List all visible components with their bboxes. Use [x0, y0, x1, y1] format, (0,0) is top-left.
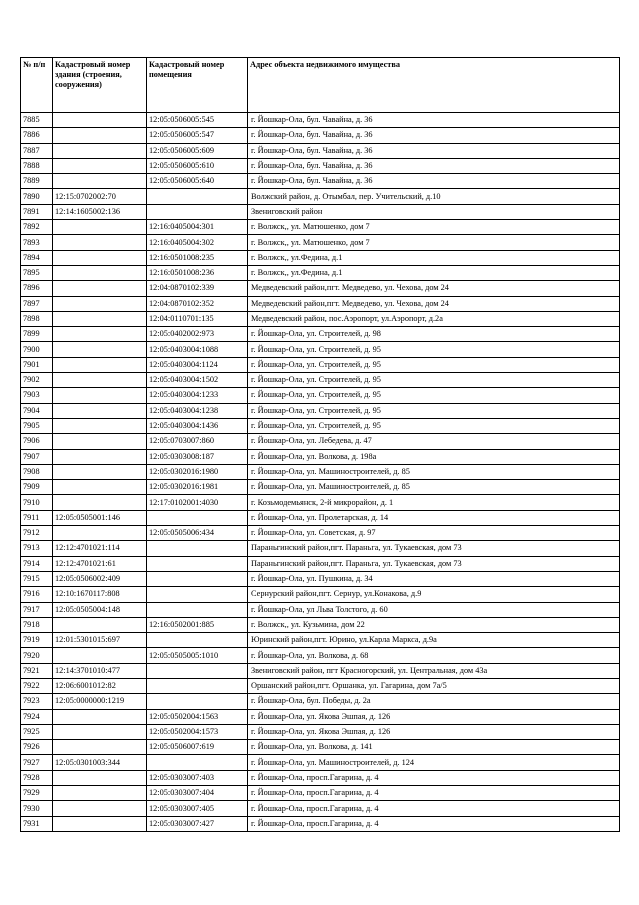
row-number: 7906 [21, 434, 53, 449]
row-number: 7920 [21, 648, 53, 663]
address: г. Йошкар-Ола, ул. Якова Эшпая, д. 126 [248, 709, 620, 724]
table-row [21, 786, 620, 801]
table-row [21, 403, 620, 418]
building-cadastral-number: 12:01:5301015:697 [53, 633, 147, 648]
premises-cadastral-number [147, 633, 248, 648]
premises-cadastral-number [147, 571, 248, 586]
building-cadastral-number [53, 770, 147, 785]
row-number: 7894 [21, 250, 53, 265]
premises-cadastral-number: 12:04:0870102:339 [147, 281, 248, 296]
address: г. Йошкар-Ола, бул. Чавайна, д. 36 [248, 174, 620, 189]
building-cadastral-number [53, 449, 147, 464]
row-number: 7895 [21, 265, 53, 280]
premises-cadastral-number: 12:05:0506005:609 [147, 143, 248, 158]
row-number: 7905 [21, 418, 53, 433]
address: г. Волжск,, ул.Федина, д.1 [248, 250, 620, 265]
header-number: № п/п [21, 58, 53, 113]
row-number: 7908 [21, 464, 53, 479]
premises-cadastral-number: 12:05:0403004:1238 [147, 403, 248, 418]
building-cadastral-number [53, 158, 147, 173]
table-row [21, 541, 620, 556]
building-cadastral-number: 12:06:6001012:82 [53, 678, 147, 693]
address: г. Волжск,, ул.Федина, д.1 [248, 265, 620, 280]
premises-cadastral-number: 12:05:0302016:1980 [147, 464, 248, 479]
row-number: 7891 [21, 204, 53, 219]
address: г. Волжск,, ул. Матюшенко, дом 7 [248, 235, 620, 250]
premises-cadastral-number: 12:05:0502004:1573 [147, 724, 248, 739]
building-cadastral-number [53, 801, 147, 816]
row-number: 7919 [21, 633, 53, 648]
table-row [21, 617, 620, 632]
row-number: 7916 [21, 587, 53, 602]
premises-cadastral-number: 12:16:0502001:885 [147, 617, 248, 632]
address: г. Йошкар-Ола, ул. Строителей, д. 95 [248, 403, 620, 418]
address: г. Йошкар-Ола, ул. Строителей, д. 95 [248, 418, 620, 433]
document-page [20, 57, 619, 832]
row-number: 7925 [21, 724, 53, 739]
row-number: 7903 [21, 388, 53, 403]
header-premises-cadastral: Кадастровый номер помещения [147, 58, 248, 113]
building-cadastral-number [53, 786, 147, 801]
address: Медведевский район,пгт. Медведево, ул. Чехова, дом 24 [248, 281, 620, 296]
address: г. Козьмодемьянск, 2-й микрорайон, д. 1 [248, 495, 620, 510]
building-cadastral-number [53, 311, 147, 326]
table-row [21, 724, 620, 739]
address: г. Йошкар-Ола, бул. Победы, д. 2а [248, 694, 620, 709]
premises-cadastral-number [147, 678, 248, 693]
table-row [21, 816, 620, 831]
building-cadastral-number [53, 113, 147, 128]
building-cadastral-number: 12:05:0301003:344 [53, 755, 147, 770]
premises-cadastral-number [147, 663, 248, 678]
address: г. Йошкар-Ола, ул. Пролетарская, д. 14 [248, 510, 620, 525]
table-row [21, 158, 620, 173]
table-row [21, 250, 620, 265]
building-cadastral-number [53, 480, 147, 495]
address: Волжский район, д. Отымбал, пер. Учительский, д.10 [248, 189, 620, 204]
building-cadastral-number [53, 526, 147, 541]
building-cadastral-number: 12:14:3701010:477 [53, 663, 147, 678]
address: г. Йошкар-Ола, бул. Чавайна, д. 36 [248, 113, 620, 128]
building-cadastral-number [53, 327, 147, 342]
building-cadastral-number: 12:14:1605002:136 [53, 204, 147, 219]
premises-cadastral-number: 12:05:0506007:619 [147, 740, 248, 755]
row-number: 7917 [21, 602, 53, 617]
address: г. Йошкар-Ола, ул. Строителей, д. 95 [248, 357, 620, 372]
address: Медведевский район,пгт. Медведево, ул. Чехова, дом 24 [248, 296, 620, 311]
row-number: 7898 [21, 311, 53, 326]
row-number: 7889 [21, 174, 53, 189]
table-row [21, 740, 620, 755]
address: г. Йошкар-Ола, ул. Волкова, д. 68 [248, 648, 620, 663]
premises-cadastral-number: 12:04:0870102:352 [147, 296, 248, 311]
row-number: 7892 [21, 220, 53, 235]
table-row [21, 388, 620, 403]
address: г. Волжск,, ул. Кузьмина, дом 22 [248, 617, 620, 632]
row-number: 7915 [21, 571, 53, 586]
premises-cadastral-number [147, 587, 248, 602]
address: Оршанский район,пгт. Оршанка, ул. Гагарина, дом 7а/5 [248, 678, 620, 693]
row-number: 7902 [21, 373, 53, 388]
premises-cadastral-number [147, 602, 248, 617]
table-row [21, 311, 620, 326]
row-number: 7890 [21, 189, 53, 204]
building-cadastral-number: 12:10:1670117:808 [53, 587, 147, 602]
row-number: 7923 [21, 694, 53, 709]
premises-cadastral-number [147, 541, 248, 556]
table-row [21, 418, 620, 433]
row-number: 7886 [21, 128, 53, 143]
table-row [21, 449, 620, 464]
table-row [21, 296, 620, 311]
premises-cadastral-number: 12:17:0102001:4030 [147, 495, 248, 510]
building-cadastral-number [53, 220, 147, 235]
premises-cadastral-number [147, 189, 248, 204]
premises-cadastral-number: 12:16:0501008:235 [147, 250, 248, 265]
premises-cadastral-number: 12:05:0403004:1502 [147, 373, 248, 388]
table-row [21, 281, 620, 296]
premises-cadastral-number: 12:04:0110701:135 [147, 311, 248, 326]
table-row [21, 770, 620, 785]
premises-cadastral-number: 12:16:0501008:236 [147, 265, 248, 280]
building-cadastral-number [53, 388, 147, 403]
address: Звениговский район [248, 204, 620, 219]
table-row [21, 342, 620, 357]
header-building-cadastral: Кадастровый номер здания (строения, сооружения) [53, 58, 147, 113]
premises-cadastral-number [147, 556, 248, 571]
building-cadastral-number: 12:15:0702002:70 [53, 189, 147, 204]
building-cadastral-number [53, 296, 147, 311]
premises-cadastral-number: 12:05:0502004:1563 [147, 709, 248, 724]
row-number: 7914 [21, 556, 53, 571]
header-row [21, 58, 620, 113]
building-cadastral-number [53, 648, 147, 663]
table-row [21, 526, 620, 541]
building-cadastral-number [53, 281, 147, 296]
address: г. Йошкар-Ола, ул. Волкова, д. 198а [248, 449, 620, 464]
table-row [21, 648, 620, 663]
premises-cadastral-number: 12:05:0506005:547 [147, 128, 248, 143]
building-cadastral-number [53, 724, 147, 739]
building-cadastral-number: 12:05:0506002:409 [53, 571, 147, 586]
building-cadastral-number [53, 740, 147, 755]
table-row [21, 189, 620, 204]
address: Сернурский район,пгт. Сернур, ул.Конакова, д.9 [248, 587, 620, 602]
building-cadastral-number: 12:05:0505001:146 [53, 510, 147, 525]
table-row [21, 571, 620, 586]
row-number: 7928 [21, 770, 53, 785]
premises-cadastral-number: 12:05:0506005:545 [147, 113, 248, 128]
premises-cadastral-number [147, 204, 248, 219]
premises-cadastral-number: 12:05:0303007:427 [147, 816, 248, 831]
building-cadastral-number [53, 357, 147, 372]
address: г. Йошкар-Ола, ул. Строителей, д. 98 [248, 327, 620, 342]
address: г. Йошкар-Ола, ул. Строителей, д. 95 [248, 342, 620, 357]
building-cadastral-number [53, 342, 147, 357]
premises-cadastral-number [147, 694, 248, 709]
row-number: 7904 [21, 403, 53, 418]
building-cadastral-number [53, 403, 147, 418]
row-number: 7901 [21, 357, 53, 372]
table-row [21, 220, 620, 235]
table-row [21, 204, 620, 219]
premises-cadastral-number: 12:05:0703007:860 [147, 434, 248, 449]
row-number: 7909 [21, 480, 53, 495]
table-row [21, 235, 620, 250]
table-row [21, 480, 620, 495]
table-row [21, 678, 620, 693]
table-row [21, 755, 620, 770]
premises-cadastral-number: 12:05:0303008:187 [147, 449, 248, 464]
row-number: 7912 [21, 526, 53, 541]
row-number: 7900 [21, 342, 53, 357]
table-row [21, 495, 620, 510]
building-cadastral-number [53, 250, 147, 265]
table-row [21, 633, 620, 648]
premises-cadastral-number [147, 755, 248, 770]
row-number: 7926 [21, 740, 53, 755]
address: г. Йошкар-Ола, бул. Чавайна, д. 36 [248, 128, 620, 143]
building-cadastral-number: 12:05:0000000:1219 [53, 694, 147, 709]
table-row [21, 587, 620, 602]
address: г. Йошкар-Ола, просп.Гагарина, д. 4 [248, 816, 620, 831]
table-row [21, 128, 620, 143]
table-row [21, 663, 620, 678]
building-cadastral-number: 12:12:4701021:61 [53, 556, 147, 571]
premises-cadastral-number: 12:16:0405004:302 [147, 235, 248, 250]
row-number: 7931 [21, 816, 53, 831]
premises-cadastral-number: 12:05:0303007:404 [147, 786, 248, 801]
building-cadastral-number [53, 434, 147, 449]
building-cadastral-number [53, 373, 147, 388]
table-row [21, 373, 620, 388]
table-row [21, 434, 620, 449]
address: г. Йошкар-Ола, ул. Пушкина, д. 34 [248, 571, 620, 586]
table-row [21, 694, 620, 709]
header-address: Адрес объекта недвижимого имущества [248, 58, 620, 113]
address: Звениговский район, пгт Красногорский, ул. Центральная, дом 43а [248, 663, 620, 678]
row-number: 7907 [21, 449, 53, 464]
table-row [21, 357, 620, 372]
table-row [21, 113, 620, 128]
row-number: 7885 [21, 113, 53, 128]
row-number: 7888 [21, 158, 53, 173]
premises-cadastral-number: 12:16:0405004:301 [147, 220, 248, 235]
building-cadastral-number [53, 617, 147, 632]
row-number: 7929 [21, 786, 53, 801]
building-cadastral-number: 12:05:0505004:148 [53, 602, 147, 617]
address: г. Йошкар-Ола, ул. Строителей, д. 95 [248, 373, 620, 388]
table-row [21, 602, 620, 617]
premises-cadastral-number: 12:05:0505006:434 [147, 526, 248, 541]
building-cadastral-number: 12:12:4701021:114 [53, 541, 147, 556]
address: г. Йошкар-Ола, ул. Советская, д. 97 [248, 526, 620, 541]
address: Юринский район,пгт. Юрино, ул.Карла Маркса, д.9а [248, 633, 620, 648]
address: г. Йошкар-Ола, ул. Якова Эшпая, д. 126 [248, 724, 620, 739]
premises-cadastral-number: 12:05:0506005:610 [147, 158, 248, 173]
premises-cadastral-number: 12:05:0506005:640 [147, 174, 248, 189]
row-number: 7896 [21, 281, 53, 296]
building-cadastral-number [53, 143, 147, 158]
table-header [21, 58, 620, 113]
building-cadastral-number [53, 418, 147, 433]
row-number: 7910 [21, 495, 53, 510]
row-number: 7893 [21, 235, 53, 250]
address: г. Йошкар-Ола, просп.Гагарина, д. 4 [248, 770, 620, 785]
table-row [21, 265, 620, 280]
row-number: 7911 [21, 510, 53, 525]
table-row [21, 464, 620, 479]
table-row [21, 174, 620, 189]
building-cadastral-number [53, 495, 147, 510]
premises-cadastral-number: 12:05:0302016:1981 [147, 480, 248, 495]
table-row [21, 556, 620, 571]
property-table [20, 57, 620, 832]
building-cadastral-number [53, 265, 147, 280]
address: Параньгинский район,пгт. Параньга, ул. Тукаевская, дом 73 [248, 556, 620, 571]
address: г. Йошкар-Ола, ул. Машиностроителей, д. 85 [248, 464, 620, 479]
premises-cadastral-number: 12:05:0403004:1436 [147, 418, 248, 433]
premises-cadastral-number: 12:05:0303007:405 [147, 801, 248, 816]
row-number: 7924 [21, 709, 53, 724]
address: г. Йошкар-Ола, просп.Гагарина, д. 4 [248, 786, 620, 801]
row-number: 7899 [21, 327, 53, 342]
address: г. Йошкар-Ола, ул. Машиностроителей, д. 85 [248, 480, 620, 495]
address: г. Йошкар-Ола, ул. Лебедева, д. 47 [248, 434, 620, 449]
building-cadastral-number [53, 709, 147, 724]
address: г. Йошкар-Ола, ул. Волкова, д. 141 [248, 740, 620, 755]
address: г. Йошкар-Ола, просп.Гагарина, д. 4 [248, 801, 620, 816]
address: г. Йошкар-Ола, ул. Строителей, д. 95 [248, 388, 620, 403]
address: г. Йошкар-Ола, бул. Чавайна, д. 36 [248, 143, 620, 158]
row-number: 7887 [21, 143, 53, 158]
row-number: 7921 [21, 663, 53, 678]
premises-cadastral-number: 12:05:0303007:403 [147, 770, 248, 785]
premises-cadastral-number: 12:05:0505005:1010 [147, 648, 248, 663]
row-number: 7927 [21, 755, 53, 770]
building-cadastral-number [53, 235, 147, 250]
address: г. Йошкар-Ола, бул. Чавайна, д. 36 [248, 158, 620, 173]
premises-cadastral-number: 12:05:0403004:1088 [147, 342, 248, 357]
address: г. Волжск,, ул. Матюшенко, дом 7 [248, 220, 620, 235]
table-row [21, 709, 620, 724]
table-row [21, 510, 620, 525]
premises-cadastral-number: 12:05:0403004:1124 [147, 357, 248, 372]
building-cadastral-number [53, 816, 147, 831]
premises-cadastral-number: 12:05:0403004:1233 [147, 388, 248, 403]
address: г. Йошкар-Ола, ул. Машиностроителей, д. 124 [248, 755, 620, 770]
row-number: 7918 [21, 617, 53, 632]
address: Параньгинский район,пгт. Параньга, ул. Тукаевская, дом 73 [248, 541, 620, 556]
row-number: 7913 [21, 541, 53, 556]
table-row [21, 327, 620, 342]
row-number: 7930 [21, 801, 53, 816]
premises-cadastral-number: 12:05:0402002:973 [147, 327, 248, 342]
building-cadastral-number [53, 174, 147, 189]
table-body [21, 113, 620, 832]
building-cadastral-number [53, 128, 147, 143]
row-number: 7897 [21, 296, 53, 311]
row-number: 7922 [21, 678, 53, 693]
table-row [21, 143, 620, 158]
address: Медведевский район, пос.Аэропорт, ул.Аэропорт, д.2а [248, 311, 620, 326]
premises-cadastral-number [147, 510, 248, 525]
address: г. Йошкар-Ола, ул Льва Толстого, д. 60 [248, 602, 620, 617]
table-row [21, 801, 620, 816]
building-cadastral-number [53, 464, 147, 479]
